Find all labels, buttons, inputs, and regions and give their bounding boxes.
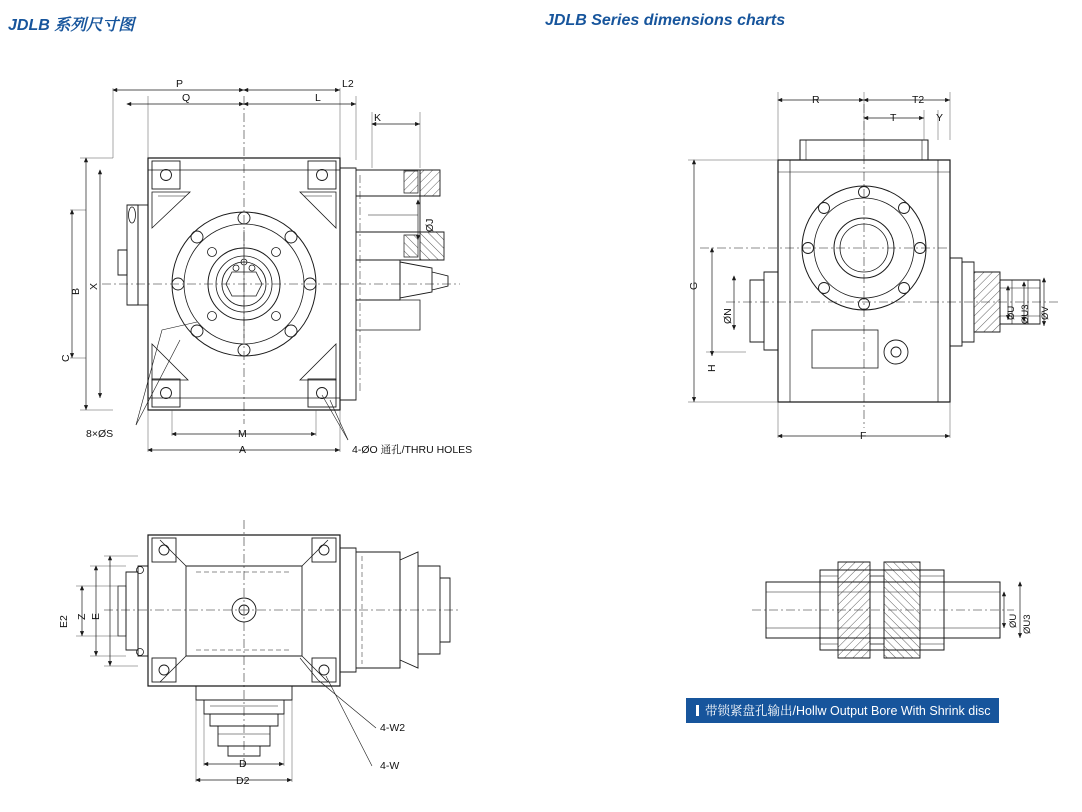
dim-label-E2: E2 (58, 615, 70, 628)
side-view-geometry (688, 92, 1060, 438)
dim-label-H: H (706, 364, 718, 372)
dim-label-OJ: ØJ (424, 218, 436, 232)
caption-tick (696, 705, 699, 716)
note-thru-holes: 4-ØO 通孔/THRU HOLES (352, 444, 473, 456)
page-title-cn: JDLB 系列尺寸图 (8, 17, 135, 34)
dim-label-E: E (90, 612, 102, 620)
dim-label-M: M (238, 428, 247, 440)
top-view-geometry (76, 520, 460, 782)
dim-label-OU-shaft: ØU (1008, 613, 1019, 628)
dim-label-OU3-shaft: ØU3 (1022, 614, 1033, 634)
dim-label-K: K (374, 112, 382, 124)
dim-label-P: P (176, 78, 184, 90)
note-8xOS: 8×ØS (86, 428, 114, 440)
dim-label-Z: Z (76, 613, 88, 620)
dim-label-OU3-side: ØU3 (1020, 304, 1031, 324)
dim-label-Y: Y (936, 112, 944, 124)
page-title-en: JDLB Series dimensions charts (545, 12, 786, 29)
dim-label-G: G (688, 281, 700, 290)
dim-label-R: R (812, 94, 820, 106)
dim-label-L: L (315, 92, 321, 104)
dim-label-A: A (239, 444, 247, 456)
shrink-disc-caption-bar (686, 698, 999, 723)
note-4-W: 4-W (380, 760, 400, 772)
shrink-disc-caption-text: 带锁紧盘孔输出/Hollw Output Bore With Shrink disc (705, 704, 991, 718)
shaft-detail-geometry (752, 562, 1020, 658)
dim-label-T2: T2 (912, 94, 925, 106)
dim-label-OU-side: ØU (1006, 305, 1017, 320)
dim-label-L2: L2 (342, 78, 354, 90)
dim-label-F: F (860, 430, 867, 442)
dim-label-B: B (70, 287, 82, 295)
note-4-W2: 4-W2 (380, 722, 406, 734)
dim-label-ON: ØN (722, 308, 734, 324)
dim-label-X: X (88, 282, 100, 290)
front-view-geometry (70, 88, 460, 452)
dim-label-C: C (60, 354, 72, 362)
dim-label-OV: ØV (1040, 306, 1051, 320)
dim-label-T: T (890, 112, 897, 124)
dim-label-D2: D2 (236, 775, 250, 787)
dim-label-D: D (239, 758, 247, 770)
dim-label-Q: Q (182, 92, 191, 104)
